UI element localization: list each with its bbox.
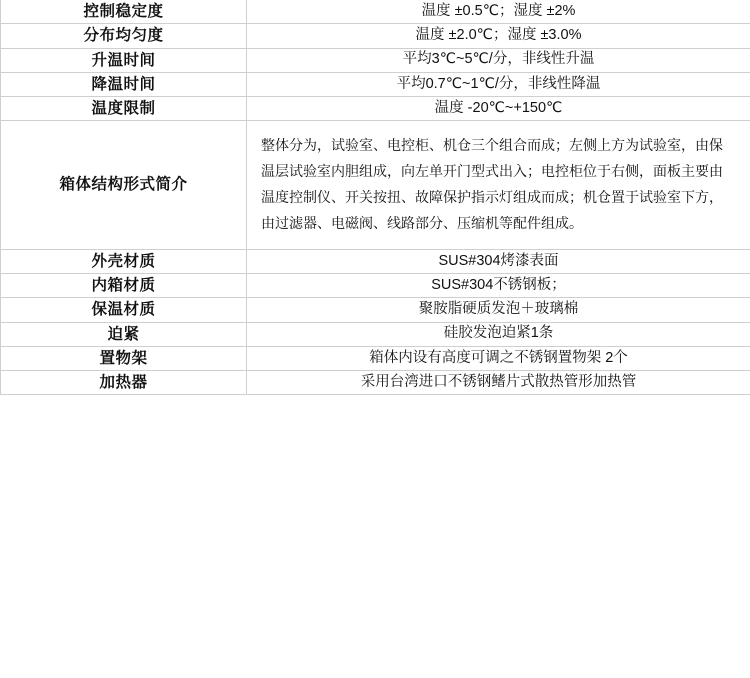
spec-label: 置物架 xyxy=(1,346,247,370)
table-row xyxy=(1,322,750,346)
spec-label: 外壳材质 xyxy=(1,249,247,273)
spec-label: 加热器 xyxy=(1,371,247,395)
spec-value: 整体分为，试验室、电控柜、机仓三个组合而成；左侧上方为试验室，由保温层试验室内胆组成，向左单开门型式出入；电控柜位于右侧，面板主要由温度控制仪、开关按扭、故障保护指示灯组成而成；机仓置于试验室下方，由过滤器、电磁阀、线路部分、压缩机等配件组成。 xyxy=(247,121,750,250)
spec-value: 采用台湾进口不锈钢鳍片式散热管形加热管 xyxy=(247,371,750,395)
table-row xyxy=(1,24,750,48)
table-row xyxy=(1,298,750,322)
table-row xyxy=(1,371,750,395)
spec-value: 温度 ±0.5℃；湿度 ±2% xyxy=(247,0,750,24)
spec-value: 箱体内设有高度可调之不锈钢置物架 2个 xyxy=(247,346,750,370)
spec-label: 温度限制 xyxy=(1,97,247,121)
spec-label: 控制稳定度 xyxy=(1,0,247,24)
table-row xyxy=(1,249,750,273)
spec-table-body xyxy=(1,0,750,395)
spec-label: 升温时间 xyxy=(1,48,247,72)
spec-value: 硅胶发泡迫紧1条 xyxy=(247,322,750,346)
spec-label: 内箱材质 xyxy=(1,274,247,298)
table-row xyxy=(1,97,750,121)
spec-label: 降温时间 xyxy=(1,72,247,96)
table-row xyxy=(1,346,750,370)
spec-value: 平均0.7℃~1℃/分，非线性降温 xyxy=(247,72,750,96)
spec-value: 聚胺脂硬质发泡＋玻璃棉 xyxy=(247,298,750,322)
spec-value: 平均3℃~5℃/分，非线性升温 xyxy=(247,48,750,72)
spec-value: SUS#304烤漆表面 xyxy=(247,249,750,273)
spec-label: 箱体结构形式简介 xyxy=(1,121,247,250)
spec-value: 温度 ±2.0℃；湿度 ±3.0% xyxy=(247,24,750,48)
spec-value: SUS#304不锈钢板； xyxy=(247,274,750,298)
table-row xyxy=(1,72,750,96)
table-row xyxy=(1,121,750,250)
spec-label: 迫紧 xyxy=(1,322,247,346)
spec-value: 温度 -20℃~+150℃ xyxy=(247,97,750,121)
table-row xyxy=(1,0,750,24)
table-row xyxy=(1,48,750,72)
table-row xyxy=(1,274,750,298)
spec-label: 分布均匀度 xyxy=(1,24,247,48)
spec-label: 保温材质 xyxy=(1,298,247,322)
